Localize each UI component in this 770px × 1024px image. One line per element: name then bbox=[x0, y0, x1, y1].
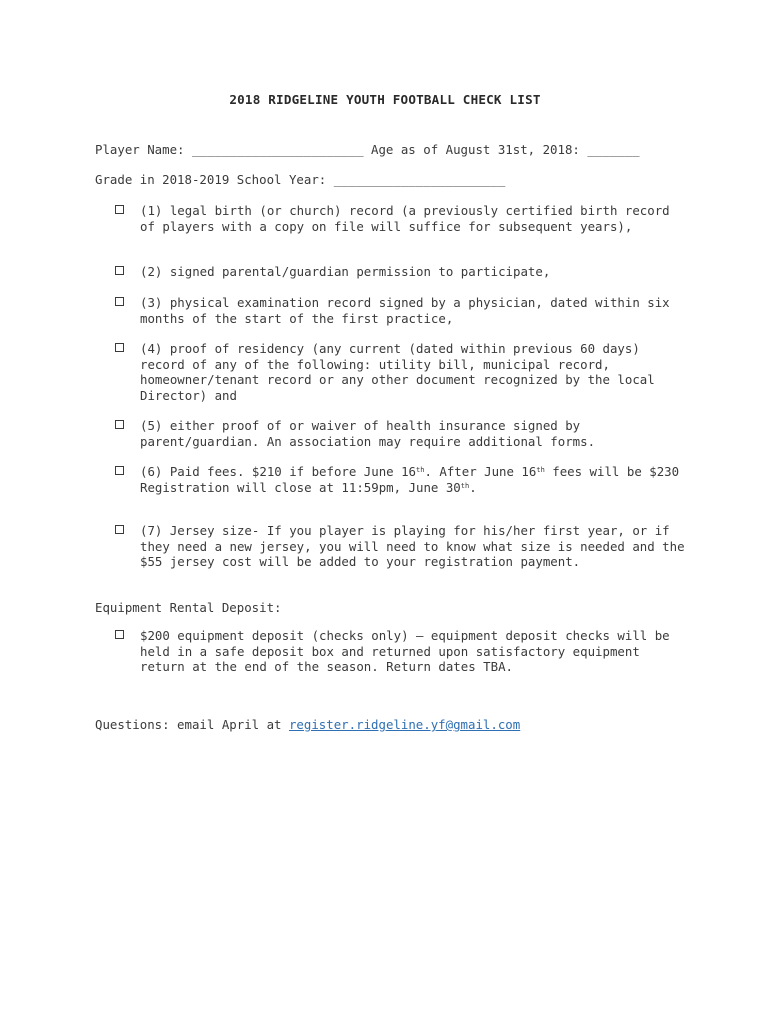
checkbox[interactable] bbox=[115, 525, 124, 534]
checklist-item-text: (2) signed parental/guardian permission to participate, bbox=[140, 264, 551, 279]
checklist-item-text: (7) Jersey size- If you player is playing for his/her first year, or if they need a new jersey, you will need to know what size is needed and the $55 jersey cost will be added to your registration payment. bbox=[140, 523, 685, 569]
checkbox[interactable] bbox=[115, 466, 124, 475]
checkbox[interactable] bbox=[115, 205, 124, 214]
item-text-part: . After June 16 bbox=[424, 464, 537, 479]
checklist-item-text: (4) proof of residency (any current (dated within previous 60 days) record of any of the following: utility bill, municipal record, homeowner/tenant record or any other document recognized by the local Director) and bbox=[140, 341, 655, 403]
item-text-part: . bbox=[469, 479, 477, 495]
checklist-item-text bbox=[140, 464, 685, 495]
item-text-part: fees will be $230 Registration will close at 11:59pm, June 30 bbox=[140, 464, 680, 495]
equipment-item-text: $200 equipment deposit (checks only) – equipment deposit checks will be held in a safe deposit box and returned upon satisfactory equipment return at the end of the season. Return dates TBA. bbox=[140, 628, 670, 674]
ordinal-suffix: th bbox=[536, 466, 545, 474]
checkbox[interactable] bbox=[115, 630, 124, 639]
checklist-item-text: (1) legal birth (or church) record (a previously certified birth record of players with a copy on file will suffice for subsequent years), bbox=[140, 203, 670, 234]
questions-prefix: Questions: email April at bbox=[95, 717, 289, 732]
page-title: 2018 RIDGELINE YOUTH FOOTBALL CHECK LIST bbox=[229, 92, 541, 107]
item-text-part: (6) Paid fees. $210 if before June 16 bbox=[140, 464, 417, 479]
player-name-line: Player Name: _______________________ Age as of August 31st, 2018: _______ bbox=[95, 142, 640, 157]
email-link[interactable]: register.ridgeline.yf@gmail.com bbox=[288, 717, 521, 732]
grade-line: Grade in 2018-2019 School Year: _______________________ bbox=[95, 172, 506, 187]
equipment-heading: Equipment Rental Deposit: bbox=[95, 600, 282, 615]
checkbox[interactable] bbox=[115, 420, 124, 429]
ordinal-suffix: th bbox=[416, 466, 425, 474]
checklist-item-text: (3) physical examination record signed by a physician, dated within six months of the start of the first practice, bbox=[140, 295, 670, 326]
checkbox[interactable] bbox=[115, 343, 124, 352]
checklist-item-text: (5) either proof of or waiver of health insurance signed by parent/guardian. An association may require additional forms. bbox=[140, 418, 596, 449]
checkbox[interactable] bbox=[115, 297, 124, 306]
ordinal-suffix: th bbox=[460, 481, 470, 490]
questions-line bbox=[95, 717, 520, 733]
checkbox[interactable] bbox=[115, 266, 124, 275]
